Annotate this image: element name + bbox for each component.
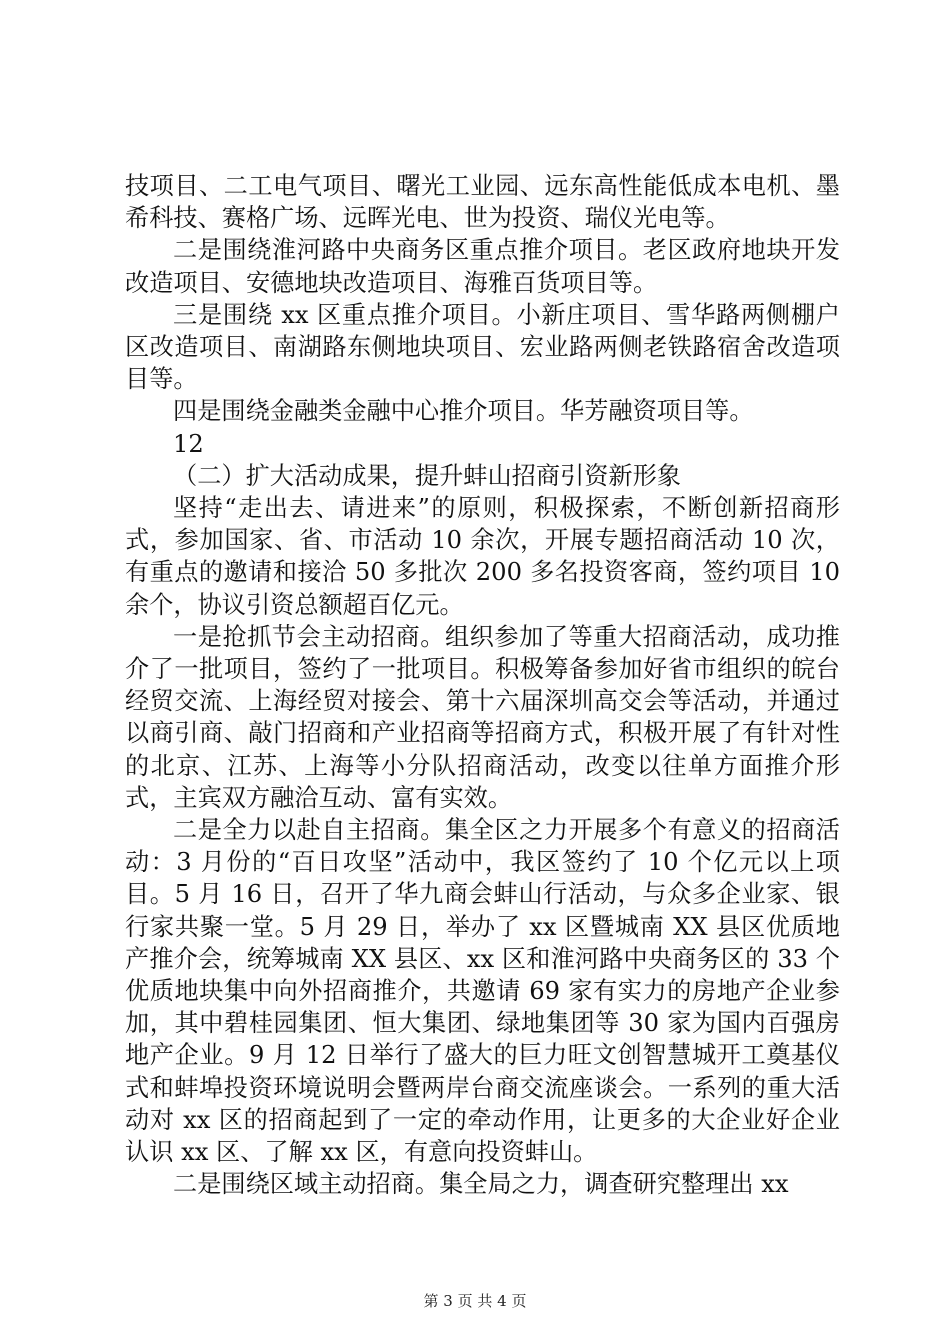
paragraph-10: 二是围绕区域主动招商。集全局之力，调查研究整理出 xx xyxy=(173,1170,789,1199)
paragraph-8: 一是抢抓节会主动招商。组织参加了等重大招商活动，成功推介了一批项目，签约了一批项目。积极筹备参加好省市组织的皖台经贸交流、上海经贸对接会、第十六届深圳高交会等活动，并通过以商引商、敲门招商和产业招商等招商方式，积极开展了有针对性的北京、江苏、上海等小分队招商活动，改变以往单方面推介形式，主宾双方融洽互动、富有实效。 xyxy=(125,622,840,812)
paragraph-3: 三是围绕 xx 区重点推介项目。小新庄项目、雪华路两侧棚户区改造项目、南湖路东侧地块项目、宏业路两侧老铁路宿舍改造项目等。 xyxy=(125,300,840,394)
paragraph-7: 坚持“走出去、请进来”的原则，积极探索，不断创新招商形式，参加国家、省、市活动 10 余次，开展专题招商活动 10 次，有重点的邀请和接洽 50 多批次 200 多名投资客商，签约项目 10 余个，协议引资总额超百亿元。 xyxy=(125,494,840,619)
paragraph-5-number: 12 xyxy=(173,429,204,458)
paragraph-1: 技项目、二工电气项目、曙光工业园、远东高性能低成本电机、墨希科技、赛格广场、远晖光电、世为投资、瑞仪光电等。 xyxy=(125,172,840,233)
paragraph-9: 二是全力以赴自主招商。集全区之力开展多个有意义的招商活动：3 月份的“百日攻坚”活动中，我区签约了 10 个亿元以上项目。5 月 16 日，召开了华九商会蚌山行活动，与众多企业家、银行家共聚一堂。5 月 29 日，举办了 xx 区暨城南 XX 县区优质地产推介会，统筹城南 XX 县区、xx 区和淮河路中央商务区的 33 个优质地块集中向外招商推介，共邀请 69 家有实力的房地产企业参加，其中碧桂园集团、恒大集团、绿地集团等 30 家为国内百强房地产企业。9 月 12 日举行了盛大的巨力旺文创智慧城开工奠基仪式和蚌埠投资环境说明会暨两岸台商交流座谈会。一系列的重大活动对 xx 区的招商起到了一定的牵动作用，让更多的大企业好企业认识 xx 区、了解 xx 区，有意向投资蚌山。 xyxy=(125,816,840,1167)
document-body xyxy=(125,170,840,1201)
paragraph-2: 二是围绕淮河路中央商务区重点推介项目。老区政府地块开发改造项目、安德地块改造项目、海雅百货项目等。 xyxy=(125,236,840,297)
page-footer xyxy=(0,1290,950,1311)
page-number-label: 第 3 页 共 4 页 xyxy=(423,1292,527,1310)
paragraph-4: 四是围绕金融类金融中心推介项目。华芳融资项目等。 xyxy=(173,397,754,426)
section-heading: （二）扩大活动成果，提升蚌山招商引资新形象 xyxy=(173,461,681,490)
